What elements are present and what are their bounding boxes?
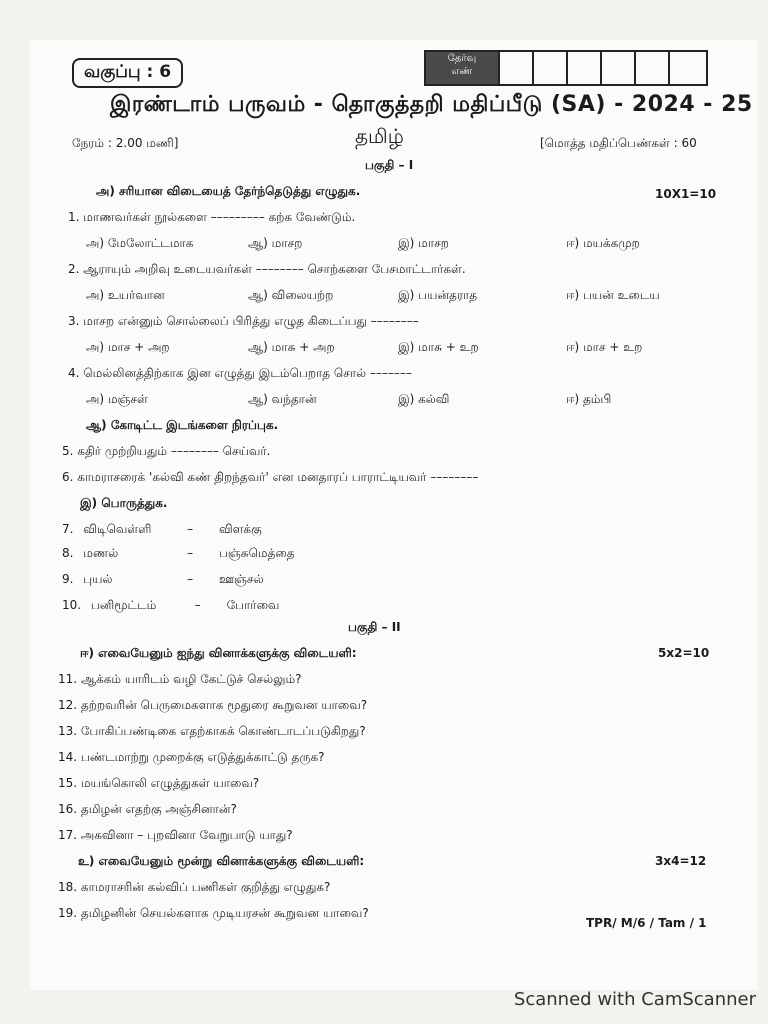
- option: ஈ) மயக்கமுற: [566, 236, 640, 250]
- exam-number-cell: [566, 52, 602, 84]
- exam-number-cell: [498, 52, 534, 84]
- option: ஆ) மாசற: [248, 236, 303, 250]
- match-row: 10. பனிமூட்டம் – போர்வை: [62, 598, 280, 612]
- exam-time: நேரம் : 2.00 மணி]: [72, 136, 179, 150]
- question-1: 1. மாணவர்கள் நூல்களை ––––––––– கற்க வேண்டும்.: [68, 210, 356, 224]
- section-c-title: இ) பொருத்துக.: [80, 496, 168, 510]
- option: அ) மேலோட்டமாக: [86, 236, 194, 250]
- question: 11. ஆக்கம் யாரிடம் வழி கேட்டுச் செல்லும்?: [58, 672, 302, 686]
- option: இ) பயன்தராத: [398, 288, 478, 302]
- exam-title: இரண்டாம் பருவம் - தொகுத்தறி மதிப்பீடு (SA) - 2024 - 25: [110, 92, 753, 117]
- match-row: 7. விடிவெள்ளி – விளக்கு: [62, 522, 262, 536]
- exam-number-cell: [600, 52, 636, 84]
- total-marks: [மொத்த மதிப்பெண்கள் : 60: [540, 136, 697, 150]
- section-e-title: உ) எவையேனும் மூன்று வினாக்களுக்கு விடையளி:: [78, 854, 365, 868]
- exam-number-label: தேர்வு எண்: [426, 52, 498, 84]
- question: 12. தற்றவரின் பெருமைகளாக மூதுரை கூறுவன யாவை?: [58, 698, 368, 712]
- question: 17. அகவினா – புறவினா வேறுபாடு யாது?: [58, 828, 293, 842]
- option: ஈ) தம்பி: [566, 392, 612, 406]
- part-1-heading: பகுதி – I: [365, 158, 414, 172]
- question: 13. போகிப்பண்டிகை எதற்காகக் கொண்டாடப்படுகிறது?: [58, 724, 366, 738]
- option: இ) கல்வி: [398, 392, 450, 406]
- section-e-marks: 3x4=12: [655, 854, 707, 868]
- exam-number-cell: [668, 52, 704, 84]
- subject-title: தமிழ்: [355, 124, 404, 148]
- option: ஈ) மாச + உற: [566, 340, 643, 354]
- section-b-title: ஆ) கோடிட்ட இடங்களை நிரப்புக.: [86, 418, 279, 432]
- question: 16. தமிழன் எதற்கு அஞ்சினான்?: [58, 802, 237, 816]
- section-d-marks: 5x2=10: [658, 646, 710, 660]
- option: ஆ) வந்தான்: [248, 392, 317, 406]
- exam-number-box: [424, 50, 708, 86]
- question-2: 2. ஆராயும் அறிவு உடையவர்கள் –––––––– சொற்களை பேசமாட்டார்கள்.: [68, 262, 466, 276]
- scanner-watermark: Scanned with CamScanner: [513, 989, 756, 1010]
- option: அ) மாச + அற: [86, 340, 170, 354]
- option: ஆ) மாசு + அற: [248, 340, 335, 354]
- exam-paper: [30, 40, 758, 990]
- question-5: 5. கதிர் முற்றியதும் –––––––– செய்வர்.: [62, 444, 271, 458]
- option: அ) மஞ்சள்: [86, 392, 148, 406]
- page-code: TPR/ M/6 / Tam / 1: [586, 916, 707, 930]
- question: 19. தமிழனின் செயல்களாக முடியரசன் கூறுவன யாவை?: [58, 906, 369, 920]
- option: ஈ) பயன் உடைய: [566, 288, 660, 302]
- exam-number-cell: [532, 52, 568, 84]
- match-row: 8. மணல் – பஞ்சுமெத்தை: [62, 546, 295, 560]
- option: இ) மாசு + உற: [398, 340, 479, 354]
- question-6: 6. காமராசரைக் 'கல்வி கண் திறந்தவர்' என மனதாரப் பாராட்டியவர் ––––––––: [62, 470, 479, 484]
- question-4: 4. மெல்லினத்திற்காக இன எழுத்து இடம்பெறாத சொல் –––––––: [68, 366, 412, 380]
- match-row: 9. புயல் – ஊஞ்சல்: [62, 572, 264, 586]
- section-d-title: ஈ) எவையேனும் ஐந்து வினாக்களுக்கு விடையளி:: [80, 646, 357, 660]
- option: அ) உயர்வான: [86, 288, 165, 302]
- exam-number-cell: [634, 52, 670, 84]
- part-2-heading: பகுதி – II: [348, 620, 401, 634]
- class-label: வகுப்பு : 6: [72, 58, 183, 88]
- option: இ) மாசற: [398, 236, 449, 250]
- question: 18. காமராசரின் கல்விப் பணிகள் குறித்து எழுதுக?: [58, 880, 331, 894]
- section-a-marks: 10X1=10: [655, 187, 717, 201]
- section-a-title: அ) சரியான விடையைத் தேர்ந்தெடுத்து எழுதுக.: [96, 184, 361, 198]
- question: 15. மயங்கொலி எழுத்துகள் யாவை?: [58, 776, 260, 790]
- question-3: 3. மாசற என்னும் சொல்லைப் பிரித்து எழுத கிடைப்பது ––––––––: [68, 314, 419, 328]
- question: 14. பண்டமாற்று முறைக்கு எடுத்துக்காட்டு தருக?: [58, 750, 325, 764]
- option: ஆ) விலையற்ற: [248, 288, 334, 302]
